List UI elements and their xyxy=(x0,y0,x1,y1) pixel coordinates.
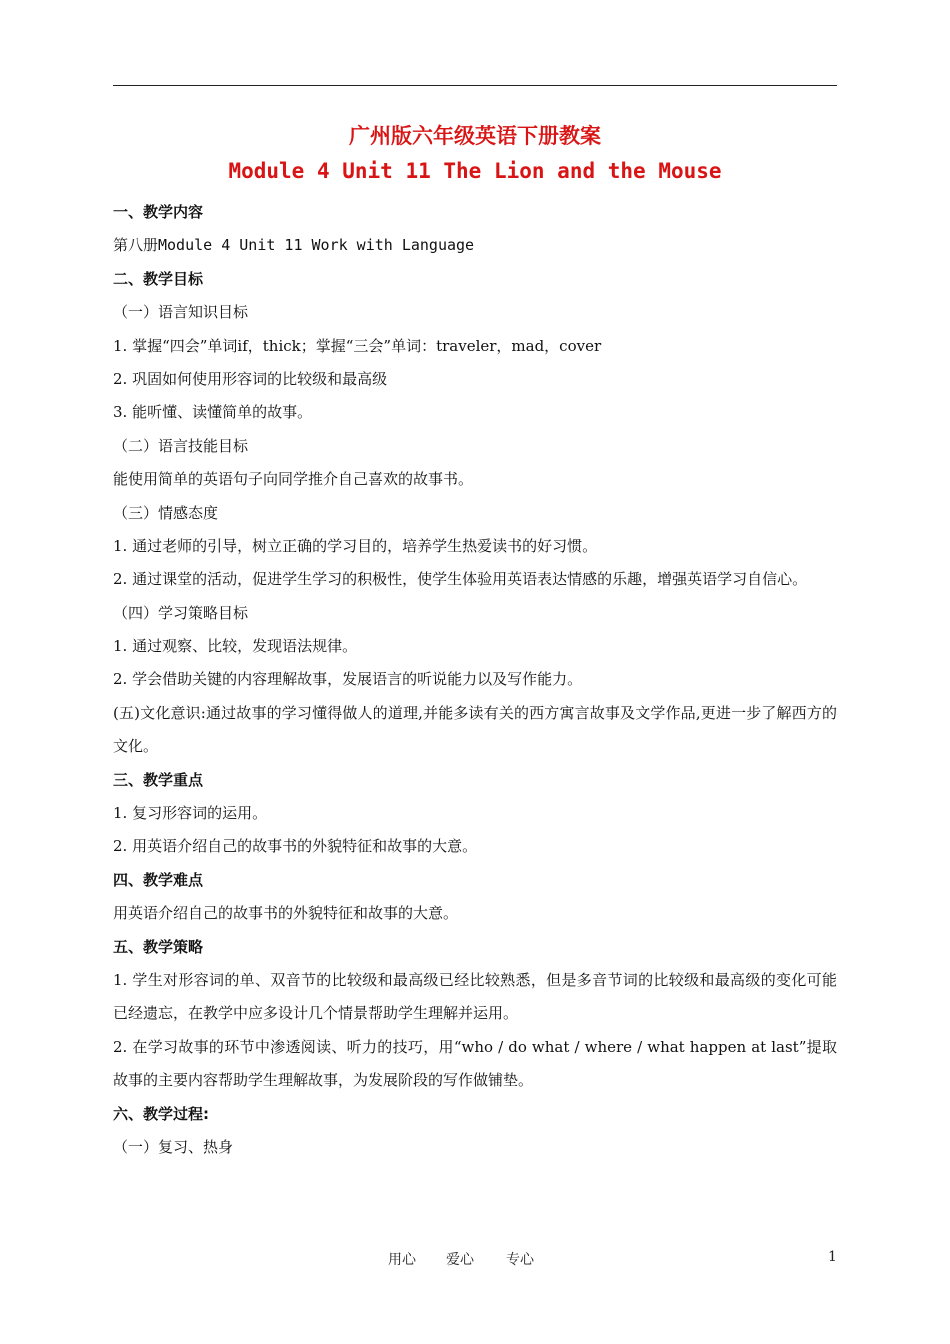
list-item: 1. 通过观察、比较，发现语法规律。 xyxy=(113,637,358,656)
section-heading: 四、教学难点 xyxy=(113,870,204,889)
list-item: 1. 通过老师的引导，树立正确的学习目的，培养学生热爱读书的好习惯。 xyxy=(113,536,598,555)
subsection-heading: （三）情感态度 xyxy=(113,503,219,522)
subsection-heading: （四）学习策略目标 xyxy=(113,603,249,622)
paragraph: (五)文化意识:通过故事的学习懂得做人的道理,并能多读有关的西方寓言故事及文学作品,更进一步了解西方的文化。 xyxy=(113,703,837,756)
section-heading: 五、教学策略 xyxy=(113,937,204,956)
section-heading: 三、教学重点 xyxy=(113,770,204,789)
document-body xyxy=(113,196,837,1164)
list-item: 1. 学生对形容词的单、双音节的比较级和最高级已经比较熟悉，但是多音节词的比较级和最高级的变化可能已经遗忘，在教学中应多设计几个情景帮助学生理解并运用。 xyxy=(113,971,837,1023)
subsection-heading: （二）语言技能目标 xyxy=(113,436,249,455)
list-item: 2. 在学习故事的环节中渗透阅读、听力的技巧，用“who / do what / where / what happen at last”提取故事的主要内容帮助学生理解故事，为发展阶段的写作做铺垫。 xyxy=(113,1037,837,1090)
list-item: 3. 能听懂、读懂简单的故事。 xyxy=(113,403,313,422)
subsection-heading: （一）语言知识目标 xyxy=(113,303,249,322)
list-item: 1. 复习形容词的运用。 xyxy=(113,804,268,823)
list-item: 2. 用英语介绍自己的故事书的外貌特征和故事的大意。 xyxy=(113,837,478,856)
section-heading: 六、教学过程: xyxy=(113,1104,209,1123)
footer-word: 专心 xyxy=(506,1252,534,1268)
list-item: 2. 学会借助关键的内容理解故事，发展语言的听说能力以及写作能力。 xyxy=(113,670,583,689)
page-number: 1 xyxy=(828,1249,837,1265)
footer-word: 用心 xyxy=(388,1252,416,1268)
section-heading: 二、教学目标 xyxy=(113,269,204,288)
document-subtitle: Module 4 Unit 11 The Lion and the Mouse xyxy=(228,159,722,183)
list-item: 2. 通过课堂的活动，促进学生学习的积极性，使学生体验用英语表达情感的乐趣，增强英语学习自信心。 xyxy=(113,570,808,589)
section-heading: 一、教学内容 xyxy=(113,203,204,221)
list-item: 2. 巩固如何使用形容词的比较级和最高级 xyxy=(113,369,388,388)
paragraph: 第八册Module 4 Unit 11 Work with Language xyxy=(113,236,475,255)
paragraph: 用英语介绍自己的故事书的外貌特征和故事的大意。 xyxy=(113,904,459,923)
list-item: 1. 掌握“四会”单词if，thick；掌握“三会”单词：traveler，mad，cover xyxy=(113,336,602,355)
subsection-heading: （一）复习、热身 xyxy=(113,1138,234,1157)
header-rule xyxy=(113,85,837,86)
document-title: 广州版六年级英语下册教案 xyxy=(349,124,601,148)
footer-word: 爱心 xyxy=(446,1252,474,1268)
paragraph: 能使用简单的英语句子向同学推介自己喜欢的故事书。 xyxy=(113,470,474,489)
